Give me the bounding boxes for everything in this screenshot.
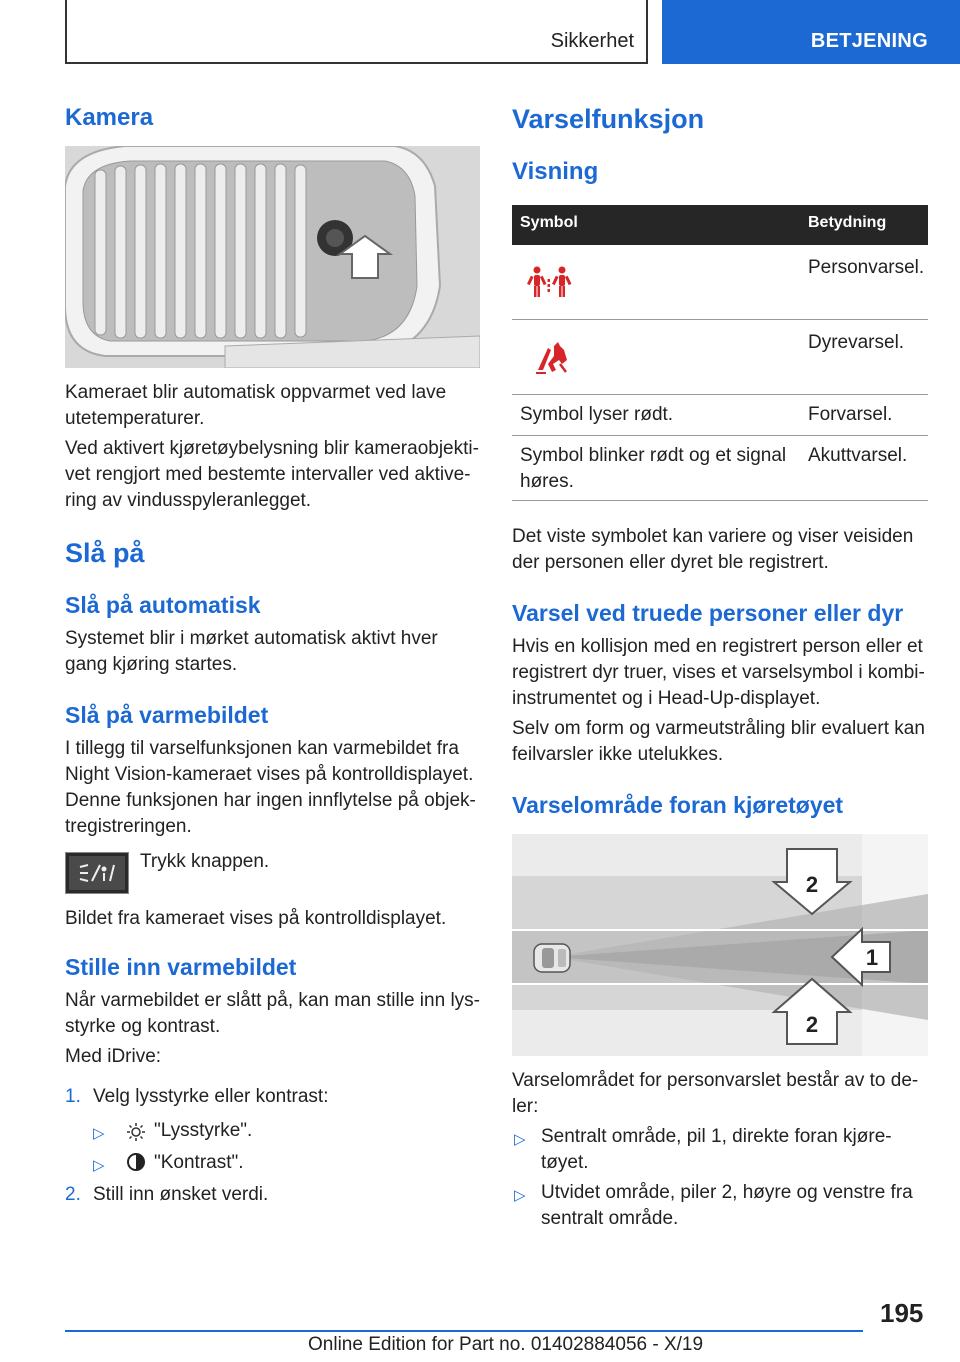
header-chapter-tab bbox=[662, 0, 960, 64]
area-heading: Varselområde foran kjøretøyet bbox=[512, 792, 844, 818]
bullet-1-line-2: tøyet. bbox=[541, 1152, 589, 1173]
table-row bbox=[512, 320, 928, 395]
night-vision-button-icon bbox=[65, 852, 129, 894]
thermal-line-1: I tillegg til varselfunksjonen kan varmebildet fra bbox=[65, 738, 459, 759]
bullet-2-line-1: Utvidet område, piler 2, høyre og venstre fra bbox=[541, 1182, 913, 1203]
area-line-1: Varselområdet for personvarslet består av to de- bbox=[512, 1070, 919, 1091]
header-section-title: Sikkerhet bbox=[550, 30, 634, 52]
footer-edition: Online Edition for Part no. 01402884056 - X/19 bbox=[308, 1334, 704, 1355]
header-section-box bbox=[65, 0, 648, 64]
deer-warning-icon bbox=[534, 340, 574, 376]
with-idrive-text: Med iDrive: bbox=[65, 1046, 162, 1067]
symbol-table bbox=[512, 205, 928, 501]
table-meaning-acute: Akuttvarsel. bbox=[808, 445, 908, 466]
table-row bbox=[512, 245, 928, 320]
table-symbol-flashing-line-2: høres. bbox=[520, 471, 574, 492]
threat-line-2: registrert dyr truer, vises et varselsymbol i kombi- bbox=[512, 662, 925, 683]
auto-heading: Slå på automatisk bbox=[65, 592, 261, 618]
table-header-row bbox=[512, 205, 928, 245]
page-number: 195 bbox=[880, 1298, 924, 1328]
camera-grille-image bbox=[65, 146, 480, 368]
step-2-number: 2. bbox=[65, 1184, 81, 1205]
contrast-icon bbox=[126, 1152, 146, 1172]
thermal-line-3: Denne funksjonen har ingen innflytelse på objek- bbox=[65, 790, 476, 811]
table-symbol-red: Symbol lyser rødt. bbox=[520, 404, 674, 425]
threat-line-4: Selv om form og varmeutstråling blir evaluert kan bbox=[512, 718, 925, 739]
pedestrian-warning-icon bbox=[526, 265, 576, 299]
image-shown-text: Bildet fra kameraet vises på kontrolldisplayet. bbox=[65, 908, 447, 929]
camera-heading: Kamera bbox=[65, 104, 154, 131]
threat-heading: Varsel ved truede personer eller dyr bbox=[512, 600, 904, 626]
header-chapter-title: BETJENING bbox=[810, 30, 928, 52]
diagram-label-1: 1 bbox=[865, 945, 879, 970]
step-1-text: Velg lysstyrke eller kontrast: bbox=[93, 1086, 329, 1107]
table-symbol-flashing-line-1: Symbol blinker rødt og et signal bbox=[520, 445, 787, 466]
table-row bbox=[512, 395, 928, 436]
camera-paragraph-2-line-3: ring av vindusspyleranlegget. bbox=[65, 490, 312, 511]
table-meaning-prewarning: Forvarsel. bbox=[808, 404, 893, 425]
diagram-label-2-top: 2 bbox=[805, 872, 819, 897]
camera-paragraph-2-line-2: vet rengjort med bestemte intervaller ved aktive- bbox=[65, 464, 471, 485]
table-meaning-person: Personvarsel. bbox=[808, 257, 925, 278]
after-table-line-2: der personen eller dyret ble registrert. bbox=[512, 552, 829, 573]
table-header-meaning: Betydning bbox=[808, 214, 887, 231]
camera-paragraph-1: Kameraet blir automatisk oppvarmet ved lave utetemperaturer. bbox=[65, 382, 447, 429]
area-line-2: ler: bbox=[512, 1096, 539, 1117]
brightness-option-text: "Lysstyrke". bbox=[154, 1120, 253, 1141]
threat-line-1: Hvis en kollisjon med en registrert person eller et bbox=[512, 636, 923, 657]
sun-icon bbox=[126, 1122, 146, 1142]
table-row bbox=[512, 436, 928, 501]
table-meaning-animal: Dyrevarsel. bbox=[808, 332, 905, 353]
adjust-line-2: styrke og kontrast. bbox=[65, 1016, 221, 1037]
thermal-line-2: Night Vision-kameraet vises på kontrolldisplayet. bbox=[65, 764, 474, 785]
threat-line-3: instrumentet og i Head-Up-displayet. bbox=[512, 688, 821, 709]
auto-line-1: Systemet blir i mørket automatisk aktivt hver bbox=[65, 628, 438, 649]
bullet-2-line-2: sentralt område. bbox=[541, 1208, 679, 1229]
triangle-right-icon: ▷ bbox=[93, 1157, 105, 1174]
adjust-line-1: Når varmebildet er slått på, kan man stille inn lys- bbox=[65, 990, 480, 1011]
diagram-label-2-bottom: 2 bbox=[805, 1012, 819, 1037]
warning-area-diagram bbox=[512, 834, 928, 1056]
contrast-option-text: "Kontrast". bbox=[154, 1152, 244, 1173]
triangle-right-icon: ▷ bbox=[514, 1131, 526, 1148]
adjust-heading: Stille inn varmebildet bbox=[65, 954, 297, 980]
step-2-text: Still inn ønsket verdi. bbox=[93, 1184, 269, 1205]
display-heading: Visning bbox=[512, 158, 599, 185]
auto-line-2: gang kjøring startes. bbox=[65, 654, 238, 675]
thermal-line-4: tregistreringen. bbox=[65, 816, 192, 837]
footer-divider bbox=[65, 1330, 863, 1332]
switch-on-heading: Slå på bbox=[65, 538, 145, 568]
after-table-line-1: Det viste symbolet kan variere og viser veisiden bbox=[512, 526, 914, 547]
camera-paragraph-2-line-1: Ved aktivert kjøretøybelysning blir kameraobjekti- bbox=[65, 438, 479, 459]
warning-function-heading: Varselfunksjon bbox=[512, 104, 705, 134]
thermal-heading: Slå på varmebildet bbox=[65, 702, 269, 728]
threat-line-5: feilvarsler ikke utelukkes. bbox=[512, 744, 724, 765]
bullet-1-line-1: Sentralt område, pil 1, direkte foran kjøre- bbox=[541, 1126, 892, 1147]
table-header-symbol: Symbol bbox=[520, 214, 578, 231]
triangle-right-icon: ▷ bbox=[93, 1125, 105, 1142]
triangle-right-icon: ▷ bbox=[514, 1187, 526, 1204]
press-button-text: Trykk knappen. bbox=[140, 851, 270, 872]
step-1-number: 1. bbox=[65, 1086, 81, 1107]
